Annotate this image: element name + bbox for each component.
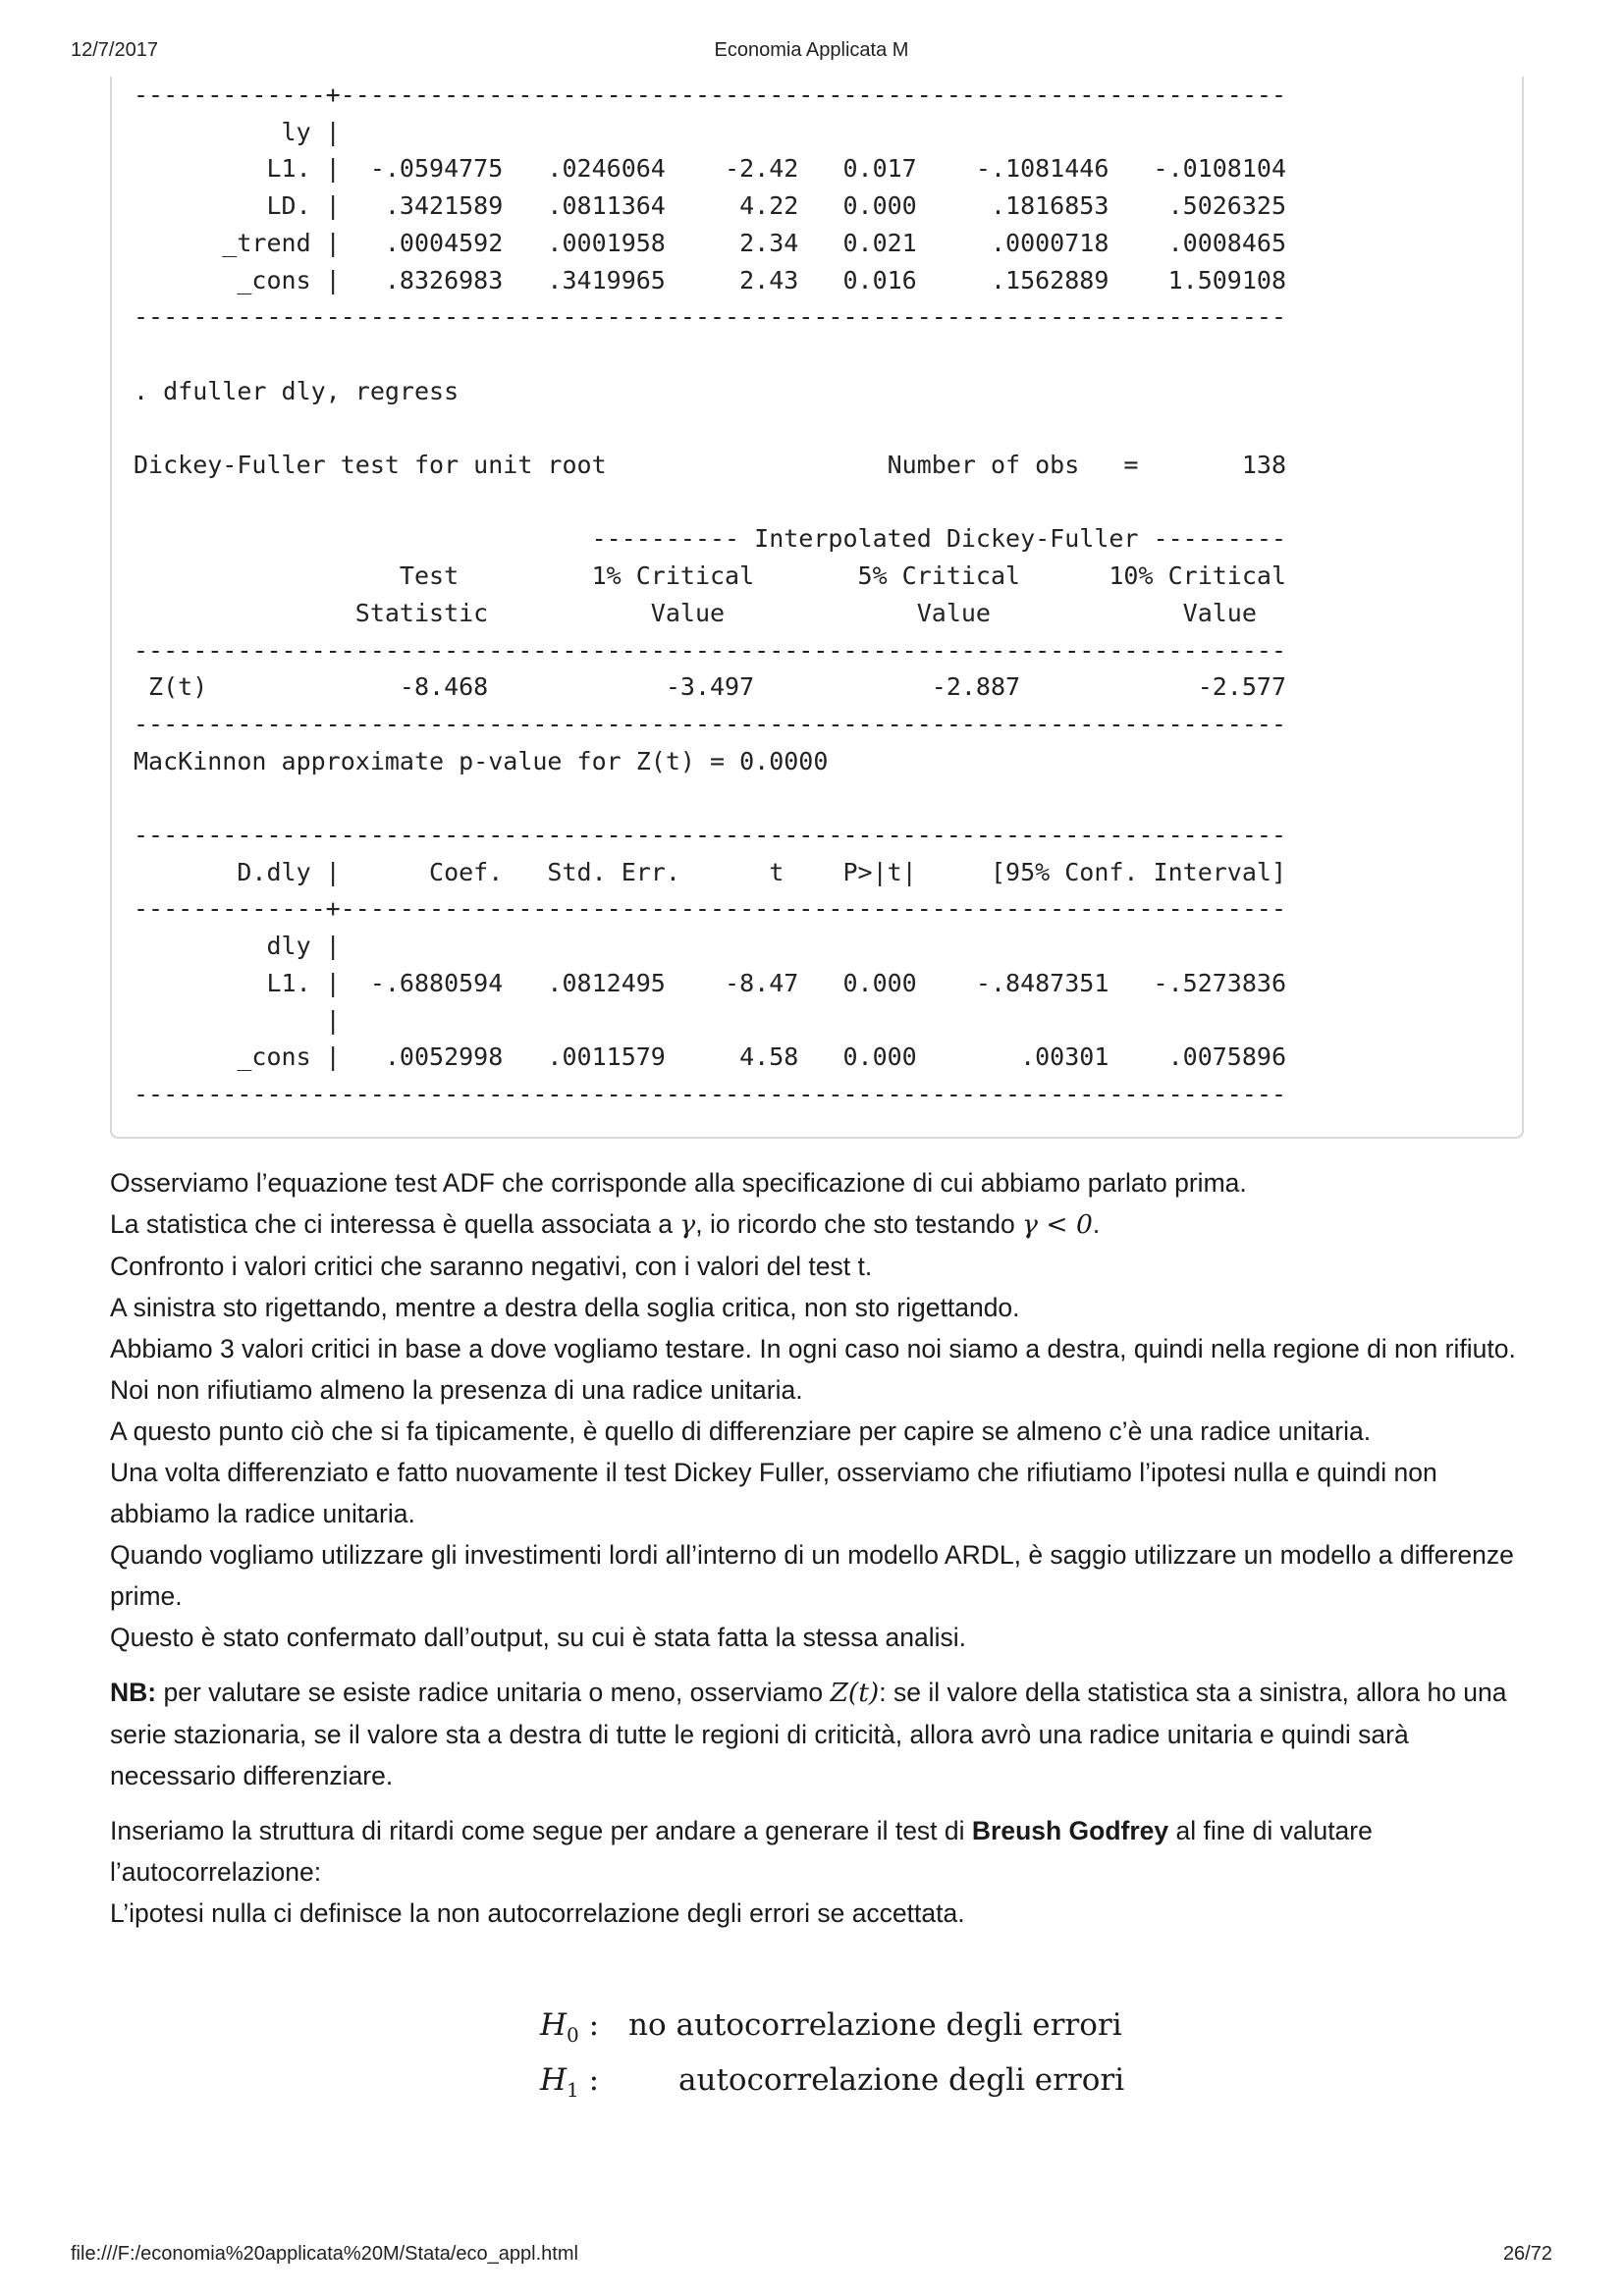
paragraph-nb: NB: per valutare se esiste radice unitaria o meno, osserviamo Z(t): se il valore della statistica sta a sinistra, allora ho una serie stazionaria, se il valore sta a destra di tutte le regioni di criticità, allora avrò una radice unitaria e quindi sarà necessario differenziare.	[110, 1678, 1507, 1790]
file-url: file:///F:/economia%20applicata%20M/Stata/eco_appl.html	[71, 2243, 578, 2265]
line-sinistra: A sinistra sto rigettando, mentre a destra della soglia critica, non sto rigettando.	[110, 1293, 1020, 1322]
body-text	[110, 1162, 1534, 1934]
stata-output: -------------+---------------------------------------------------------------- ly | L1. | -.0594775 .0246064 -2.42 0.017 -.1081446 -.0108104 LD. | .3421589 .0811364 4.22 0.000 .1816853 .5026325 _trend | .0004592 .0001958 2.34 0.021 .0000718 .0008465 _cons | .8326983 .3419965 2.43 0.016 .1562889 1.509108 ------------------------------------------------------------------------------ . dfuller dly, regress Dickey-Fuller test for unit root Number of obs = 138 ---------- Interpolated Dickey-Fuller --------- Test 1% Critical 5% Critical 10% Critical Statistic Value Value Value ------------------------------------------------------------------------------ Z(t) -8.468 -3.497 -2.887 -2.577 ------------------------------------------------------------------------------ MacKinnon approximate p-value for Z(t) = 0.0000 ------------------------------------------------------------------------------ D.dly | Coef. Std. Err. t P>|t| [95% Conf. Interval] -------------+---------------------------------------------------------------- dly | L1. | -.6880594 .0812495 -8.47 0.000 -.8487351 -.5273836 | _cons | .0052998 .0011579 4.58 0.000 .00301 .0075896 ------------------------------------------------------------------------------	[134, 80, 1286, 1108]
print-header	[71, 39, 1552, 69]
line-differenziare: A questo punto ciò che si fa tipicamente, è quello di differenziare per capire se almeno c’è una radice unitaria.	[110, 1416, 1372, 1446]
paragraph-adf	[110, 1162, 1534, 1658]
breush-godfrey-bold: Breush Godfrey	[971, 1816, 1169, 1845]
zt-symbol: Z(t)	[830, 1678, 880, 1708]
nb-label: NB:	[110, 1678, 157, 1707]
line-statistica: La statistica che ci interessa è quella associata a γ, io ricordo che sto testando γ < 0.	[110, 1209, 1101, 1240]
hypotheses-block	[540, 2002, 1124, 2112]
hypothesis-h1: $H_1$ : autocorrelazione degli errori	[540, 2057, 1124, 2112]
line-confronto: Confronto i valori critici che saranno negativi, con i valori del test t.	[110, 1252, 873, 1281]
line-osserviamo: Osserviamo l’equazione test ADF che corrisponde alla specificazione di cui abbiamo parlato prima.	[110, 1168, 1247, 1198]
h0-text: no autocorrelazione degli errori	[628, 2007, 1122, 2043]
line-ipotesi-nulla: L’ipotesi nulla ci definisce la non autocorrelazione degli errori se accettata.	[110, 1898, 965, 1928]
page-number: 26/72	[1502, 2243, 1552, 2265]
paragraph-breusch-godfrey: Inseriamo la struttura di ritardi come segue per andare a generare il test di Breush Godfrey al fine di valutare l’autocorrelazione: L’ipotesi nulla ci definisce la non autocorrelazione degli errori se accettata.	[110, 1810, 1534, 1934]
gamma-symbol: γ	[679, 1209, 696, 1240]
page-title: Economia Applicata M	[714, 39, 909, 61]
line-ardl: Quando vogliamo utilizzare gli investimenti lordi all’interno di un modello ARDL, è saggio utilizzare un modello a differenze prime.	[110, 1540, 1514, 1611]
line-dickey-fuller: Una volta differenziato e fatto nuovamente il test Dickey Fuller, osserviamo che rifiutiamo l’ipotesi nulla e quindi non abbiamo la radice unitaria.	[110, 1458, 1437, 1528]
gamma-inequality: γ < 0	[1022, 1209, 1093, 1240]
print-date: 12/7/2017	[71, 39, 158, 61]
hypothesis-h0: $H_0$ : no autocorrelazione degli errori	[540, 2002, 1124, 2057]
line-valori-critici: Abbiamo 3 valori critici in base a dove vogliamo testare. In ogni caso noi siamo a destra, quindi nella regione di non rifiuto. Noi non rifiutiamo almeno la presenza di una radice unitaria.	[110, 1334, 1516, 1405]
stata-output-box	[110, 77, 1524, 1139]
line-confermato: Questo è stato confermato dall’output, su cui è stata fatta la stessa analisi.	[110, 1623, 967, 1652]
h1-text: autocorrelazione degli errori	[678, 2062, 1125, 2099]
